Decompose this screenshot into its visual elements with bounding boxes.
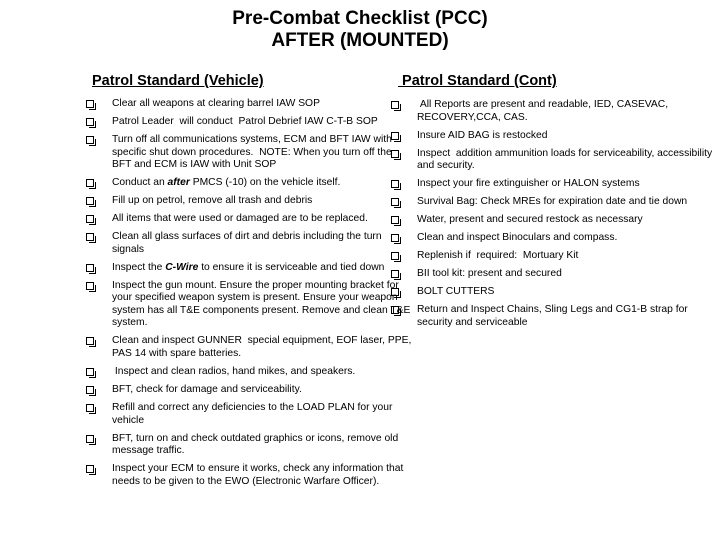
title-line-2: AFTER (MOUNTED) [271,30,449,51]
checklist-item [86,177,412,190]
checklist-item [86,402,412,427]
checklist-item-text [112,402,395,426]
checklist-item-text [112,177,340,188]
checklist-item [86,280,412,330]
checklist-item-emphasis: after [167,177,190,189]
left-checklist [92,98,415,488]
checklist-item [86,213,412,226]
checklist-item-text-part: Return and Inspect Chains, Sling Legs and CG1-B strap for security and serviceable [417,304,691,328]
checklist-item-text [112,280,413,329]
checklist-item-emphasis: C-Wire [165,261,199,273]
checkbox-bullet-icon [86,368,94,376]
checklist-item [86,335,415,360]
page-title [0,8,720,52]
left-column [92,73,415,494]
checklist-item [391,99,713,124]
checkbox-bullet-icon [86,264,94,272]
checklist-item-text-part: Survival Bag: Check MREs for expiration date and tie down [417,196,688,208]
checklist-item [86,366,412,379]
checklist-item-text-part: Clear all weapons at clearing barrel IAW SOP [112,98,320,109]
checklist-item [86,463,412,488]
right-column-heading: Patrol Standard (Cont) [398,73,557,89]
checkbox-bullet-icon [86,337,94,345]
checklist-item-text [417,304,691,328]
checkbox-bullet-icon [391,198,399,206]
checkbox-bullet-icon [86,233,94,241]
checklist-item-text [112,195,312,206]
right-column [396,73,715,335]
checkbox-bullet-icon [86,215,94,223]
checklist-item-text [112,463,406,487]
checklist-item-text [112,433,401,457]
checklist-item-text-part: Fill up on petrol, remove all trash and debris [112,195,313,207]
checklist-item-text [112,231,384,255]
checklist-item [86,98,412,111]
checkbox-bullet-icon [86,197,94,205]
checklist-item [86,262,412,275]
checklist-item-text-part: Inspect the [112,261,166,273]
checklist-item [391,196,713,209]
right-checklist [396,99,715,329]
checklist-item-text [417,268,562,279]
checkbox-bullet-icon [86,386,94,394]
checklist-item-text [417,148,715,172]
checklist-item-text [417,99,671,123]
checkbox-bullet-icon [86,435,94,443]
checkbox-bullet-icon [391,180,399,188]
checklist-item [391,130,713,143]
checkbox-bullet-icon [391,234,399,242]
checklist-item [86,134,412,172]
checklist-item-text-part: Clean all glass surfaces of dirt and debris including the turn signals [112,231,385,255]
checklist-item [391,148,713,173]
checklist-item [391,178,713,191]
checkbox-bullet-icon [391,252,399,260]
checkbox-bullet-icon [86,136,94,144]
checklist-item-text [112,366,355,377]
checklist-item-text-part: Refill and correct any deficiencies to the LOAD PLAN for your vehicle [112,401,396,426]
checklist-item-text [417,232,617,243]
checklist-item-text-part: Water, present and secured restock as necessary [417,214,643,226]
checklist-item [391,304,713,329]
checklist-item-text-part: Inspect your fire extinguisher or HALON systems [417,178,640,190]
checklist-item-text-part: Replenish if required: Mortuary Kit [417,250,579,262]
checkbox-bullet-icon [391,101,399,109]
checklist-item-text [417,130,547,141]
checkbox-bullet-icon [391,132,399,140]
checkbox-bullet-icon [391,216,399,224]
checklist-item-text-part: Inspect the gun mount. Ensure the proper mounting bracket for your specified weapon system is present. Ensure your weapon system has all T&E components present. Remove and clean T&E system. [112,279,414,329]
checklist-item-text [112,335,414,359]
checklist-item-text-part: BFT, check for damage and serviceability. [112,383,302,395]
checklist-item-text [112,213,368,224]
checklist-item [86,116,412,129]
left-column-heading: Patrol Standard (Vehicle) [92,73,264,89]
checklist-item-text-part: PMCS (-10) on the vehicle itself. [189,177,341,189]
checklist-item-text-part: Clean and inspect GUNNER special equipment, EOF laser, PPE, PAS 14 with spare batteries. [112,335,415,360]
checklist-item-text-part: Conduct an [112,177,168,189]
checkbox-bullet-icon [391,288,399,296]
checklist-item-text [417,196,687,207]
checkbox-bullet-icon [86,100,94,108]
checklist-item-text-part: to ensure it is serviceable and tied down [198,261,385,273]
checklist-item-text-part: BFT, turn on and check outdated graphics or icons, remove old message traffic. [112,432,402,457]
checklist-item-text-part: Inspect your ECM to ensure it works, check any information that needs to be given to the EWO (Electronic Warfare Officer). [112,463,407,487]
checkbox-bullet-icon [86,118,94,126]
checklist-item-text-part: Inspect addition ammunition loads for serviceability, accessibility and security. [417,147,715,172]
checkbox-bullet-icon [391,270,399,278]
checkbox-bullet-icon [391,150,399,158]
checklist-item [391,286,713,299]
checklist-item [86,231,412,256]
checklist-item-text [417,250,578,261]
checklist-item-text-part: BII tool kit: present and secured [417,268,562,280]
checklist-item [86,433,412,458]
checklist-item-text-part: All Reports are present and readable, IED, CASEVAC, RECOVERY,CCA, CAS. [417,99,671,123]
checklist-item-text [112,116,378,127]
checkbox-bullet-icon [86,282,94,290]
checklist-item [391,250,713,263]
checkbox-bullet-icon [86,404,94,412]
checklist-item-text [417,178,640,189]
checklist-item-text [112,262,384,273]
checklist-item [86,195,412,208]
checklist-item-text-part: Turn off all communications systems, ECM and BFT IAW with specific shut down procedures. NOTE: When you turn off the BFT and ECM is IAW with Unit SOP [112,133,398,171]
checklist-item [86,384,412,397]
checklist-item-text-part: Clean and inspect Binoculars and compass. [417,232,618,244]
checklist-item-text-part: Inspect and clean radios, hand mikes, and speakers. [112,366,356,377]
checklist-item-text-part: BOLT CUTTERS [417,286,495,298]
checklist-item [391,214,713,227]
checkbox-bullet-icon [86,465,94,473]
checklist-item-text-part: Insure AID BAG is restocked [417,129,548,141]
checklist-item [391,232,713,245]
checklist-item-text [112,134,397,170]
checklist-item-text-part: All items that were used or damaged are to be replaced. [112,213,368,225]
title-line-1: Pre-Combat Checklist (PCC) [232,8,488,29]
checklist-item [391,268,713,281]
checklist-item-text [112,384,302,395]
checklist-item-text [112,98,320,109]
checklist-item-text [417,214,643,225]
checkbox-bullet-icon [86,179,94,187]
checklist-item-text-part: Patrol Leader will conduct Patrol Debrief IAW C-T-B SOP [112,115,378,127]
checklist-item-text [417,286,494,297]
checkbox-bullet-icon [391,306,399,314]
